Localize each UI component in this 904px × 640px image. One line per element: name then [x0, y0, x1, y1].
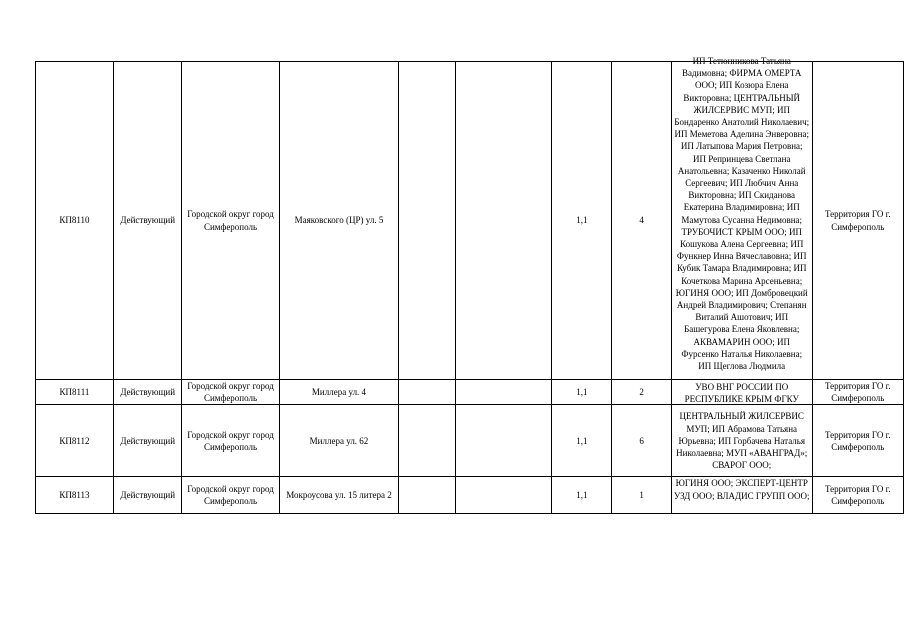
row-organizations: ИП Тетюнникова Татьяна Вадимовна; ФИРМА ОМЕРТА ООО; ИП Козюра Елена Викторовна; ЦЕНТРАЛЬНЫЙ ЖИЛСЕРВИС МУП; ИП Бондаренко Анатолий Николаевич; ИП Меметова Аделина Энверовна; ИП Латыпова Мария Петровна; ИП Репринцева Светлана Анатольевна; Казаченко Николай Сергеевич; ИП Любчич Анна Викторовна; ИП Скиданова Екатерина Владимировна; ИП Мамутова Сусанна Недимовна; ТРУБОЧИСТ КРЫМ ООО; ИП Кошукова Алена Сергеевна; ИП Функнер Инна Вячеславовна; ИП Кубик Тамара Владимировна; ИП Кочеткова Марина Арсеньевна; ЮГИНЯ ООО; ИП Домбровецкий Андрей Владимирович; Степанян Виталий Ашотович; ИП Башегурова Елена Яковлевна; АКВАМАРИН ООО; ИП Фурсенко Наталья Николаевна; ИП Щеглова Людмила [674, 56, 810, 372]
row-area: 1,1 [552, 405, 612, 477]
row-territory: Территория ГО г. Симферополь [812, 477, 903, 514]
row-municipality: Городской округ город Симферополь [182, 477, 279, 514]
row-id: КП8113 [36, 477, 114, 514]
row-col5 [399, 405, 456, 477]
row-organizations-cell [671, 56, 812, 380]
row-count: 4 [612, 62, 672, 380]
row-col5 [399, 380, 456, 405]
row-status: Действующий [113, 380, 182, 405]
row-count: 2 [612, 380, 672, 405]
row-id: КП8110 [36, 62, 114, 380]
row-col6 [455, 405, 552, 477]
row-status: Действующий [113, 62, 182, 380]
row-territory: Территория ГО г. Симферополь [812, 405, 903, 477]
row-count: 1 [612, 477, 672, 514]
row-area: 1,1 [552, 477, 612, 514]
table-row [36, 62, 904, 380]
row-col5 [399, 62, 456, 380]
table-row [36, 477, 904, 514]
row-id: КП8111 [36, 380, 114, 405]
row-col6 [455, 477, 552, 514]
row-municipality: Городской округ город Симферополь [182, 380, 279, 405]
row-territory: Территория ГО г. Симферополь [812, 62, 903, 380]
row-address: Миллера ул. 4 [279, 380, 399, 405]
row-organizations-cell [671, 380, 812, 405]
row-municipality: Городской округ город Симферополь [182, 405, 279, 477]
table-row [36, 380, 904, 405]
row-id: КП8112 [36, 405, 114, 477]
row-count: 6 [612, 405, 672, 477]
row-municipality: Городской округ город Симферополь [182, 62, 279, 380]
row-organizations: ЮГИНЯ ООО; ЭКСПЕРТ-ЦЕНТР УЗД ООО; ВЛАДИС ГРУПП ООО; [673, 478, 810, 501]
table-row [36, 405, 904, 477]
row-area: 1,1 [552, 62, 612, 380]
row-organizations: УВО ВНГ РОССИИ ПО РЕСПУБЛИКЕ КРЫМ ФГКУ [684, 381, 799, 404]
row-address: Маяковского (ЦР) ул. 5 [279, 62, 399, 380]
row-organizations-cell [671, 477, 812, 514]
row-address: Миллера ул. 62 [279, 405, 399, 477]
row-col5 [399, 477, 456, 514]
row-address: Мокроусова ул. 15 литера 2 [279, 477, 399, 514]
row-organizations: ЦЕНТРАЛЬНЫЙ ЖИЛСЕРВИС МУП; ИП Абрамова Татьяна Юрьевна; ИП Горбачева Наталья Николаевна; МУП «АВАНГРАД»; СВАРОГ ООО; [671, 405, 812, 477]
row-col6 [455, 380, 552, 405]
row-area: 1,1 [552, 380, 612, 405]
row-status: Действующий [113, 477, 182, 514]
row-col6 [455, 62, 552, 380]
registry-table [35, 56, 904, 514]
row-territory: Территория ГО г. Симферополь [812, 380, 903, 405]
row-status: Действующий [113, 405, 182, 477]
